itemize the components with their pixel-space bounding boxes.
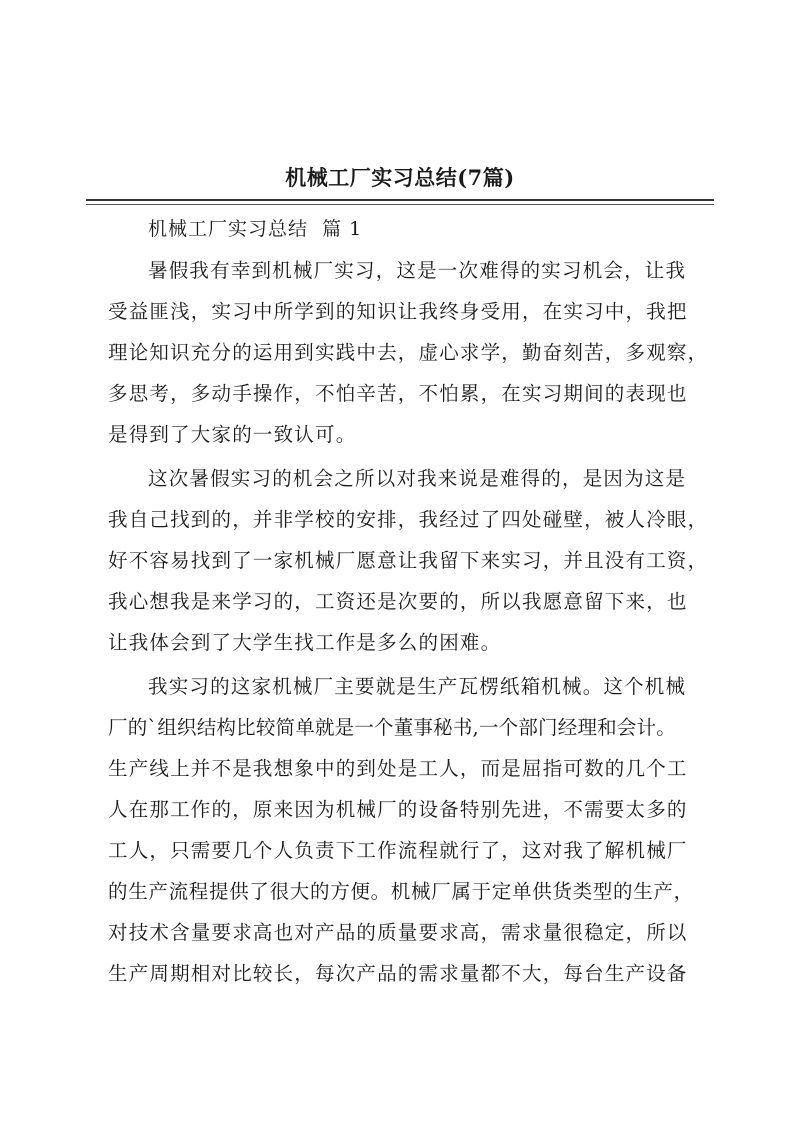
body-line: 我心想我是来学习的，工资还是次要的，所以我愿意留下来，也: [108, 590, 688, 613]
body-line: 这次暑假实习的机会之所以对我来说是难得的，是因为这是: [148, 467, 687, 490]
document-title: 机械工厂实习总结(7篇): [285, 165, 515, 190]
body-line: 暑假我有幸到机械厂实习，这是一次难得的实习机会，让我: [148, 259, 687, 282]
body-line: 好不容易找到了一家机械厂愿意让我留下来实习，并且没有工资，: [108, 549, 709, 572]
body-line: 理论知识充分的运用到实践中去，虚心求学，勤奋刻苦，多观察，: [108, 341, 709, 364]
body-line: 对技术含量要求高也对产品的质量要求高，需求量很稳定，所以: [108, 921, 688, 944]
body-line: 让我体会到了大学生找工作是多么的困难。: [108, 631, 502, 654]
body-line: 我自己找到的，并非学校的安排，我经过了四处碰壁，被人冷眼，: [108, 508, 709, 531]
body-line: 人在那工作的，原来因为机械厂的设备特别先进，不需要太多的: [108, 798, 688, 821]
body-line: 的生产流程提供了很大的方便。机械厂属于定单供货类型的生产，: [108, 880, 694, 903]
body-line: 生产线上并不是我想象中的到处是工人，而是屈指可数的几个工: [108, 757, 688, 780]
title-divider-thin: [86, 204, 714, 205]
body-line: 工人，只需要几个人负责下工作流程就行了，这对我了解机械厂: [108, 839, 688, 862]
body-line: 厂的`组织结构比较简单就是一个董事秘书,一个部门经理和会计。: [108, 716, 676, 739]
title-divider-thick: [86, 199, 714, 201]
section-heading: 机械工厂实习总结 篇 1: [148, 218, 363, 240]
body-line: 多思考，多动手操作，不怕辛苦，不怕累，在实习期间的表现也: [108, 382, 688, 405]
body-line: 是得到了大家的一致认可。: [108, 423, 357, 446]
body-line: 受益匪浅，实习中所学到的知识让我终身受用，在实习中，我把: [108, 300, 688, 323]
body-line: 生产周期相对比较长，每次产品的需求量都不大，每台生产设备: [108, 962, 688, 985]
body-line: 我实习的这家机械厂主要就是生产瓦楞纸箱机械。这个机械: [148, 675, 687, 698]
